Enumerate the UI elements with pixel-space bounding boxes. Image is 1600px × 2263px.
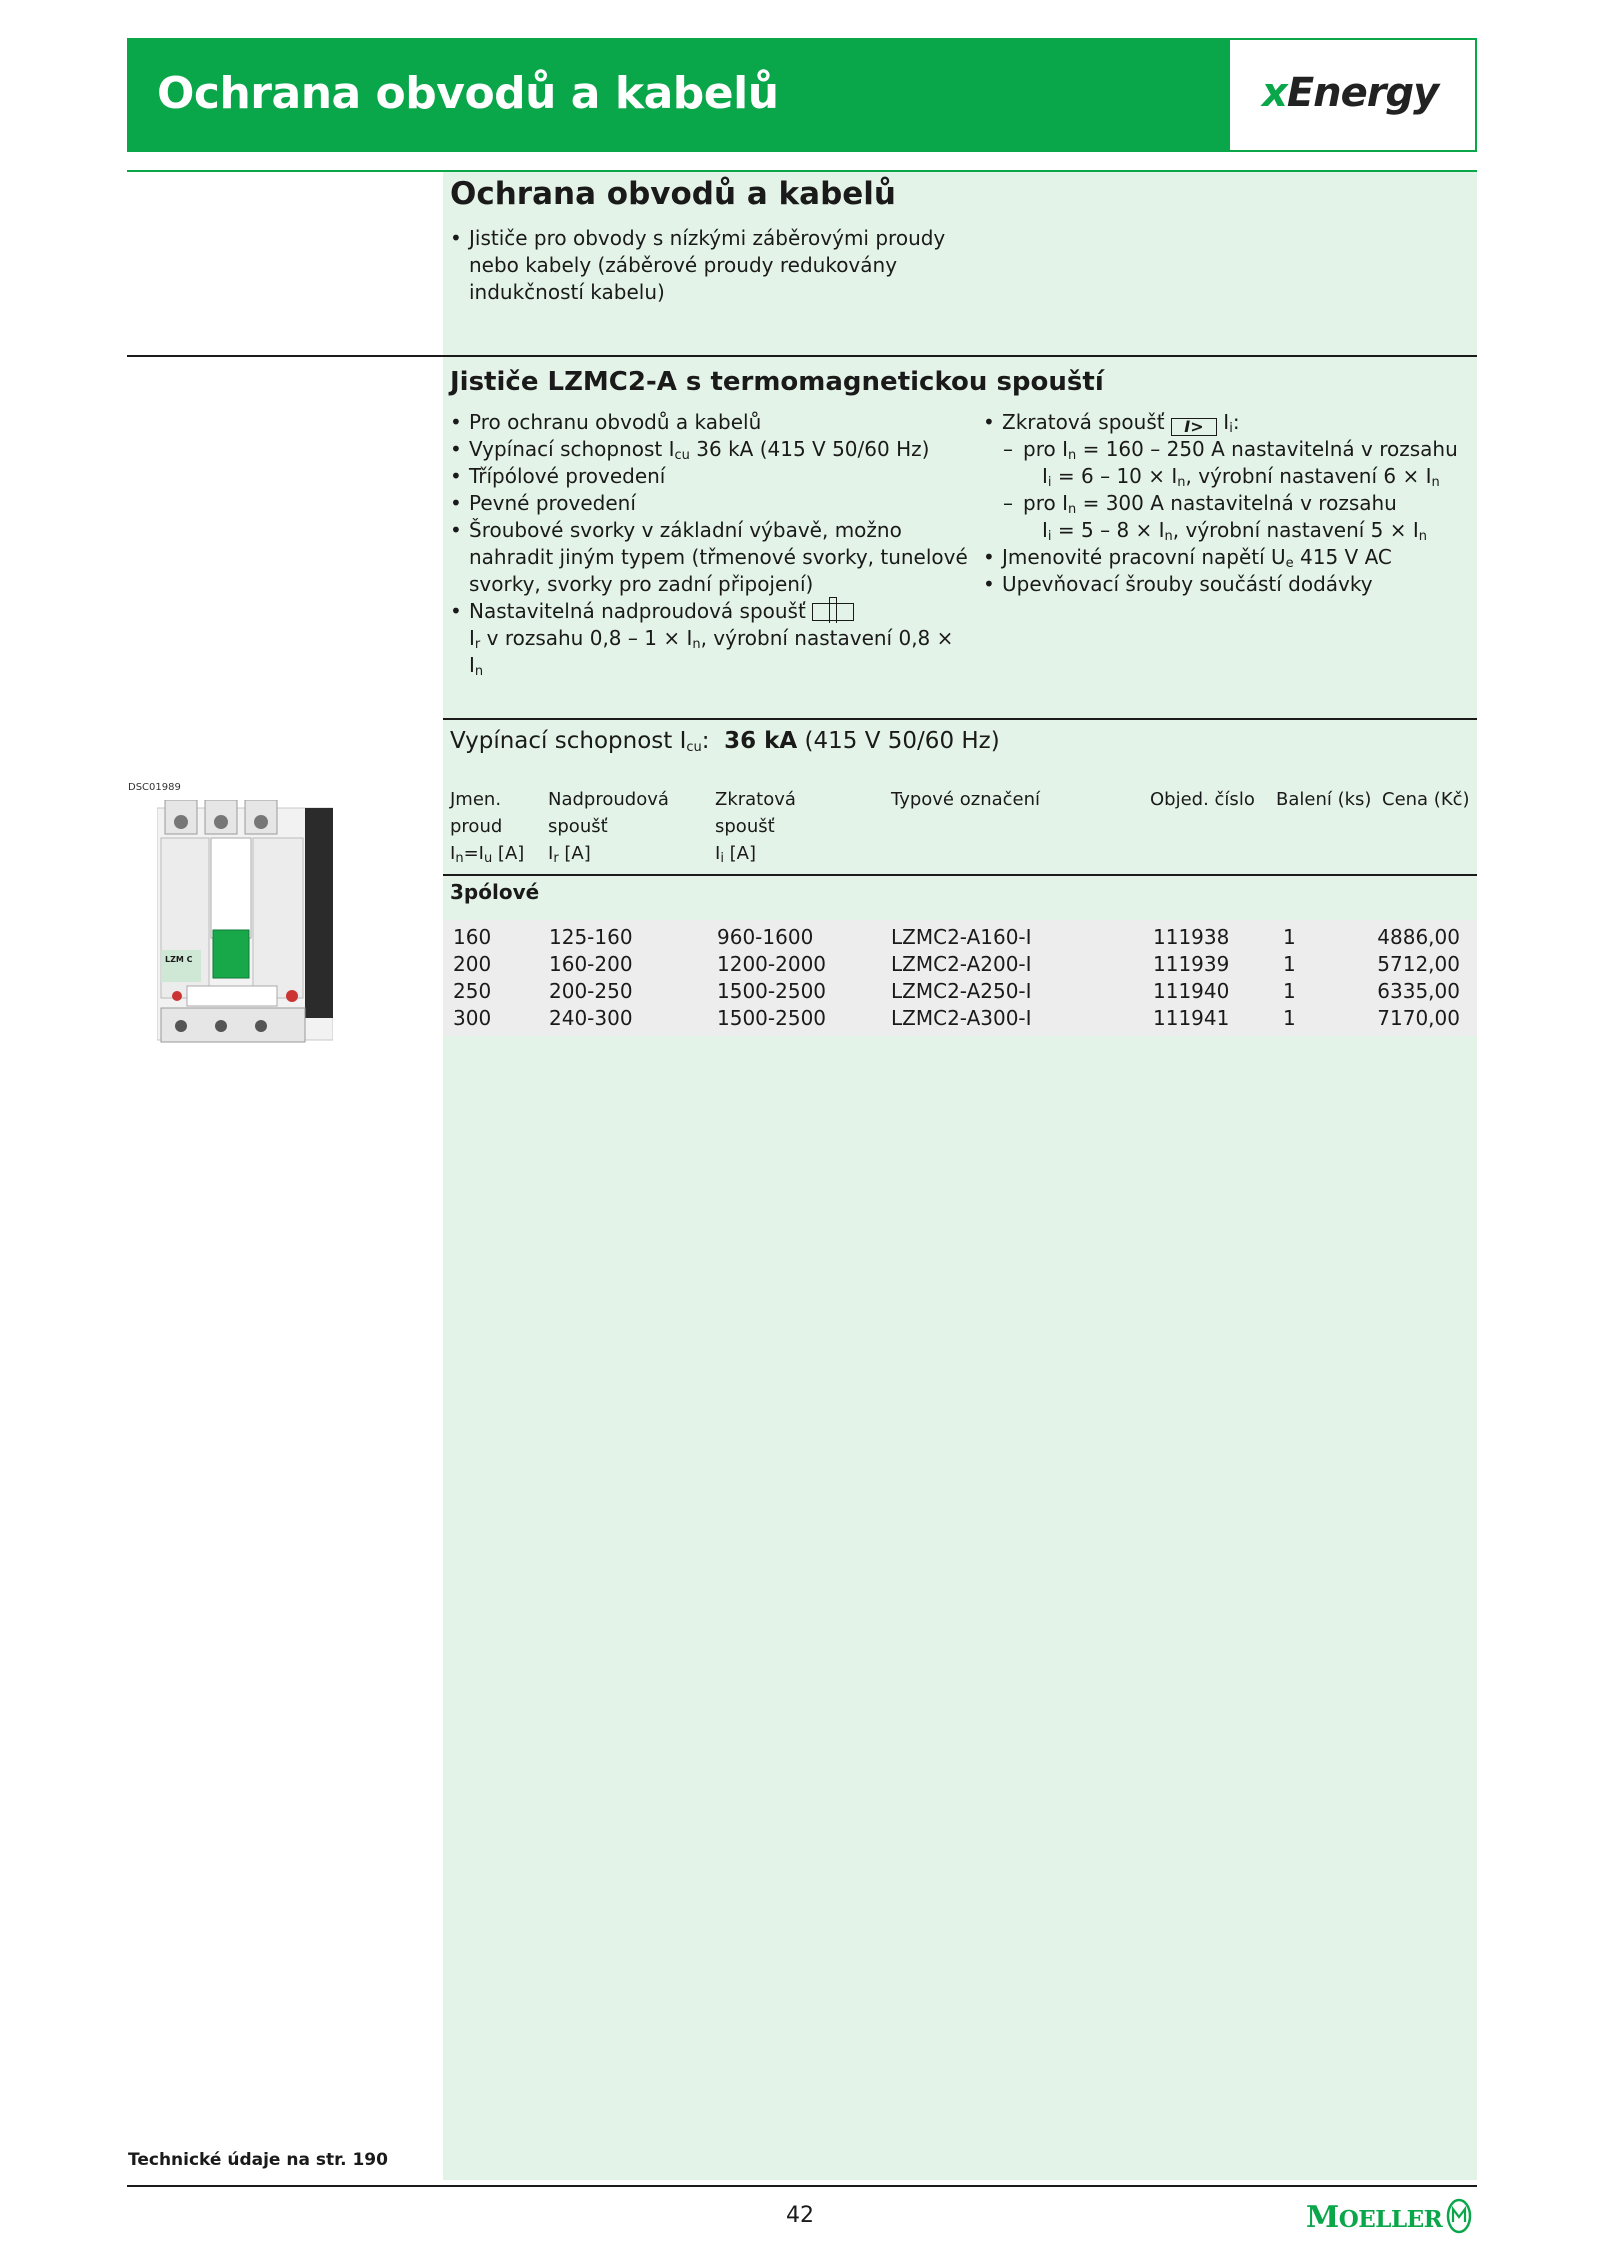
cell-type: LZMC2-A160-I <box>891 925 1032 949</box>
column-header-type: Typové označení <box>891 789 1041 810</box>
cell-price: 5712,00 <box>1377 952 1460 976</box>
cell-short-circuit-range: 1200-2000 <box>717 952 827 976</box>
list-item: $I_i = 6 - 10 \times I_n$, výrobní nastavení $6 \times I_n$ <box>1042 464 1440 490</box>
group-label-3pole: 3pólové <box>450 880 540 904</box>
cell-rated-current: 160 <box>453 925 492 949</box>
list-item: • Jmenovité pracovní napětí $U_e$ 415 V AC <box>983 544 1473 571</box>
cell-overload-range: 200-250 <box>549 979 633 1003</box>
list-item: nahradit jiným typem (třmenové svorky, tunelové <box>469 545 968 569</box>
cell-pack: 1 <box>1283 1006 1296 1030</box>
list-item: nebo kabely (záběrové proudy redukovány <box>469 253 898 277</box>
list-item: • Šroubové svorky v základní výbavě, možno <box>450 517 970 544</box>
cell-short-circuit-range: 1500-2500 <box>717 979 827 1003</box>
divider <box>443 718 1477 720</box>
page-number: 42 <box>786 2203 814 2228</box>
column-header-short-circuit-release: Zkratová spoušť $I_i$ [A] <box>715 789 796 866</box>
divider <box>127 170 1477 172</box>
list-item: • Pro ochranu obvodů a kabelů <box>450 409 970 436</box>
list-item: • Upevňovací šrouby součástí dodávky <box>983 571 1473 598</box>
list-item: – pro $I_n = 160 - 250$ A nastavitelná v rozsahu <box>983 436 1473 463</box>
divider <box>443 874 1477 876</box>
cell-type: LZMC2-A250-I <box>891 979 1032 1003</box>
cell-short-circuit-range: 960-1600 <box>717 925 814 949</box>
cell-price: 7170,00 <box>1377 1006 1460 1030</box>
column-header-overload-release: Nadproudová spoušť $I_r$ [A] <box>548 789 669 866</box>
cell-pack: 1 <box>1283 952 1296 976</box>
xenergy-logo-text: xEnergy <box>1262 70 1439 116</box>
column-header-price: Cena (Kč) <box>1382 789 1470 810</box>
moeller-mark-icon <box>1446 2198 1472 2234</box>
divider <box>127 355 1477 357</box>
table-caption: Vypínací schopnost $I_{cu}$: 36 kA (415 V 50/60 Hz) <box>450 728 1000 755</box>
product-badge: LZM C <box>165 955 193 964</box>
cell-pack: 1 <box>1283 925 1296 949</box>
section2-right-bullets <box>983 409 1473 598</box>
cell-order-number: 111940 <box>1153 979 1230 1003</box>
circuit-breaker-image <box>157 800 333 1044</box>
column-header-rated-current: Jmen. proud $I_n=I_u$ [A] <box>450 789 525 866</box>
cell-rated-current: 200 <box>453 952 492 976</box>
overload-release-icon <box>812 603 854 621</box>
cell-order-number: 111939 <box>1153 952 1230 976</box>
short-circuit-release-icon: I> <box>1171 418 1217 436</box>
cell-overload-range: 160-200 <box>549 952 633 976</box>
cell-overload-range: 125-160 <box>549 925 633 949</box>
list-item: • Třípólové provedení <box>450 463 970 490</box>
cell-price: 4886,00 <box>1377 925 1460 949</box>
list-item: indukčností kabelu) <box>469 280 665 304</box>
page-header <box>127 38 1477 152</box>
column-header-order-number: Objed. číslo <box>1150 789 1255 810</box>
list-item: $I_i = 5 - 8 \times I_n$, výrobní nastavení $5 \times I_n$ <box>1042 518 1428 544</box>
list-item: • Zkratová spoušť $I> I_i$: <box>983 409 1473 436</box>
cell-order-number: 111938 <box>1153 925 1230 949</box>
cell-type: LZMC2-A300-I <box>891 1006 1032 1030</box>
image-code: DSC01989 <box>128 782 181 793</box>
header-title: Ochrana obvodů a kabelů <box>157 68 779 119</box>
cell-rated-current: 250 <box>453 979 492 1003</box>
list-item: – pro $I_n = 300$ A nastavitelná v rozsahu <box>983 490 1473 517</box>
moeller-logo: MOELLER <box>1306 2200 1443 2235</box>
section-title-circuit-protection: Ochrana obvodů a kabelů <box>450 176 896 212</box>
list-item: • Jističe pro obvody s nízkými záběrovými proudy <box>450 225 1050 252</box>
section-title-lzmc2: Jističe LZMC2-A s termomagnetickou spouští <box>450 367 1104 397</box>
divider <box>127 2185 1477 2187</box>
cell-order-number: 111941 <box>1153 1006 1230 1030</box>
list-item: svorky, svorky pro zadní připojení) <box>469 572 814 596</box>
cell-rated-current: 300 <box>453 1006 492 1030</box>
cell-overload-range: 240-300 <box>549 1006 633 1030</box>
cell-type: LZMC2-A200-I <box>891 952 1032 976</box>
section2-left-bullets <box>450 409 970 679</box>
footnote-technical-data: Technické údaje na str. 190 <box>128 2150 388 2170</box>
cell-price: 6335,00 <box>1377 979 1460 1003</box>
list-item: • Pevné provedení <box>450 490 970 517</box>
cell-short-circuit-range: 1500-2500 <box>717 1006 827 1030</box>
xenergy-logo <box>1230 40 1475 150</box>
list-item: • Nastavitelná nadproudová spoušť <box>450 598 970 625</box>
section1-bullets <box>450 225 1050 306</box>
cell-pack: 1 <box>1283 979 1296 1003</box>
column-header-pack: Balení (ks) <box>1276 789 1372 810</box>
list-item: • Vypínací schopnost $I_{cu}$ 36 kA (415 V 50/60 Hz) <box>450 436 970 463</box>
list-item: $I_r$ v rozsahu $0,8 - 1 \times I_n$, výrobní nastavení $0,8 \times I_n$ <box>469 626 954 679</box>
